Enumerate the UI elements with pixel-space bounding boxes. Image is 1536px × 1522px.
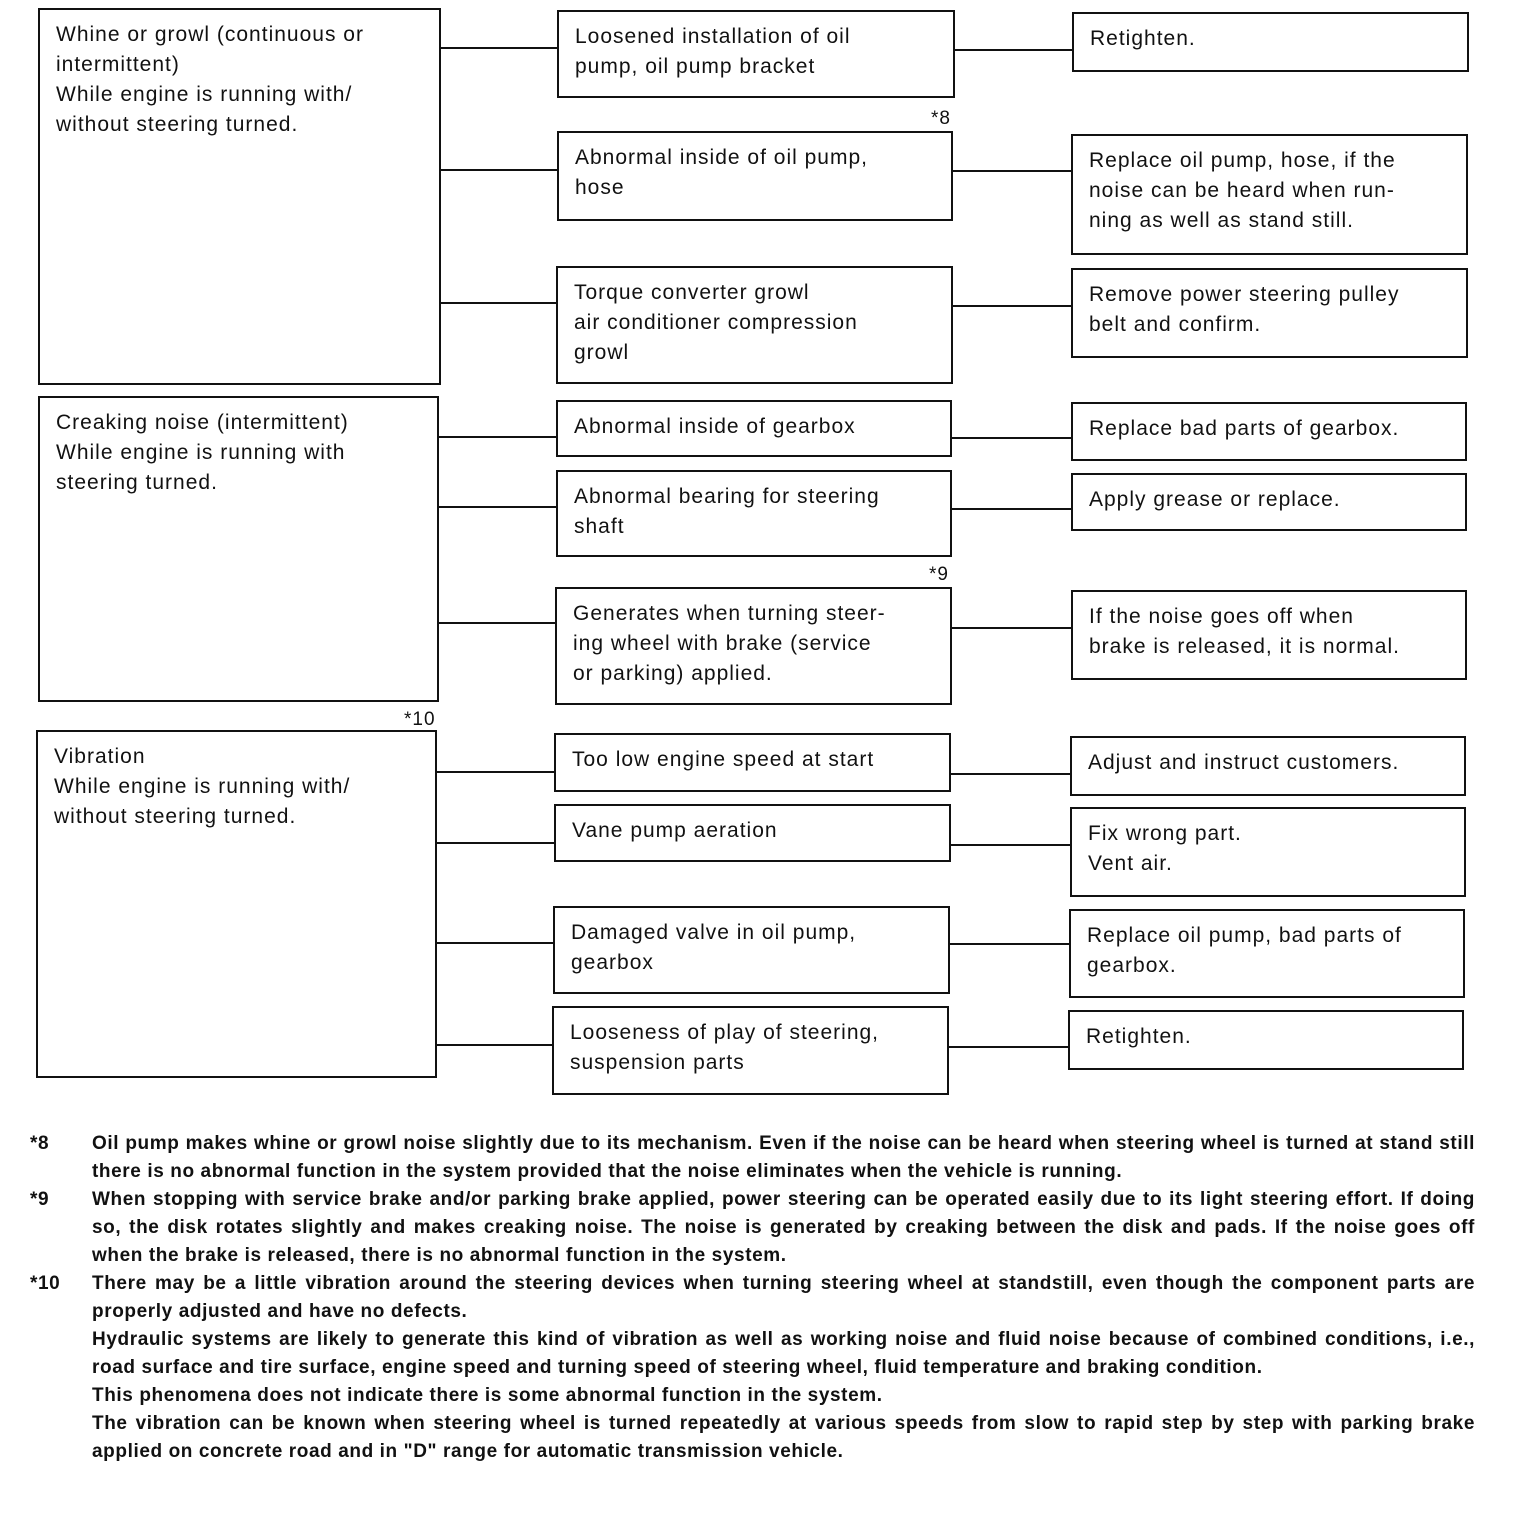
cause-text: Abnormal bearing for steering shaft [574, 485, 880, 538]
remedy-text: Remove power steering pulley belt and confirm. [1089, 283, 1400, 336]
remedy-text: Replace bad parts of gearbox. [1089, 417, 1400, 440]
footnotes [30, 1130, 1475, 1466]
connector-line [437, 942, 553, 944]
footnote-9 [30, 1186, 1475, 1270]
cause-text: Loosened installation of oil pump, oil pump bracket [575, 25, 851, 78]
cause-text: Torque converter growl air conditioner compression growl [574, 281, 858, 364]
footnote-mark: *8 [30, 1133, 50, 1154]
cause-box [557, 131, 953, 221]
connector-line [952, 627, 1071, 629]
footnote-paragraph: The vibration can be known when steering wheel is turned repeatedly at various speeds from slow to rapid step by step with parking brake applied on concrete road and in "D" range for automatic transmission vehicle. [92, 1413, 1475, 1462]
connector-line [951, 844, 1070, 846]
cause-box [552, 1006, 949, 1095]
remedy-box [1069, 909, 1465, 998]
footnote-mark: *10 [30, 1273, 61, 1294]
connector-line [437, 1044, 552, 1046]
remedy-box [1068, 1010, 1464, 1070]
remedy-text: If the noise goes off when brake is released, it is normal. [1089, 605, 1400, 658]
footnote-paragraph: There may be a little vibration around the steering devices when turning steering wheel at standstill, even though the component parts are properly adjusted and have no defects. [92, 1273, 1475, 1322]
symptom-text: Whine or growl (continuous or intermittent) While engine is running with/ without steering turned. [56, 23, 364, 136]
symptom-box-whine [38, 8, 441, 385]
remedy-box [1070, 736, 1466, 796]
connector-line [441, 169, 557, 171]
cause-box [556, 400, 952, 457]
cause-text: Abnormal inside of oil pump, hose [575, 146, 868, 199]
connector-line [953, 305, 1071, 307]
cause-box [554, 804, 951, 862]
remedy-text: Apply grease or replace. [1089, 488, 1341, 511]
symptom-text: Creaking noise (intermittent) While engine is running with steering turned. [56, 411, 349, 494]
remedy-text: Adjust and instruct customers. [1088, 751, 1400, 774]
cause-text: Abnormal inside of gearbox [574, 415, 856, 438]
connector-line [951, 773, 1070, 775]
footnote-marker-10: *10 [404, 709, 436, 730]
connector-line [953, 170, 1071, 172]
remedy-text: Fix wrong part. Vent air. [1088, 822, 1242, 875]
connector-line [437, 842, 554, 844]
remedy-box [1071, 402, 1467, 461]
connector-line [439, 622, 555, 624]
footnote-paragraph: Hydraulic systems are likely to generate this kind of vibration as well as working noise and fluid noise because of combined conditions, i.e., road surface and tire surface, engine speed and turning speed of steering wheel, fluid temperature and braking condition. [92, 1329, 1475, 1378]
cause-box [556, 470, 952, 557]
footnote-paragraph: When stopping with service brake and/or parking brake applied, power steering can be operated easily due to its light steering effort. If doing so, the disk rotates slightly and makes creaking noise. The noise is generated by creaking between the disk and pads. If the noise goes off when the brake is released, there is no abnormal function in the system. [92, 1189, 1475, 1266]
symptom-box-vibration [36, 730, 437, 1078]
remedy-box [1071, 590, 1467, 680]
remedy-box [1071, 268, 1468, 358]
connector-line [952, 437, 1071, 439]
cause-box [555, 587, 952, 705]
footnote-paragraph: Oil pump makes whine or growl noise slightly due to its mechanism. Even if the noise can be heard when steering wheel is turned at stand still there is no abnormal function in the system provided that the noise eliminates when the vehicle is running. [92, 1133, 1475, 1182]
connector-line [439, 436, 556, 438]
remedy-text: Retighten. [1086, 1025, 1192, 1048]
connector-line [441, 47, 557, 49]
connector-line [441, 302, 556, 304]
footnote-marker-8: *8 [931, 108, 951, 129]
cause-text: Damaged valve in oil pump, gearbox [571, 921, 857, 974]
cause-box [554, 733, 951, 792]
cause-box [557, 10, 955, 98]
footnote-8 [30, 1130, 1475, 1186]
footnote-marker-9: *9 [929, 564, 949, 585]
remedy-text: Replace oil pump, bad parts of gearbox. [1087, 924, 1402, 977]
remedy-box [1072, 12, 1469, 72]
connector-line [437, 771, 554, 773]
remedy-text: Retighten. [1090, 27, 1196, 50]
cause-text: Generates when turning steer- ing wheel with brake (service or parking) applied. [573, 602, 886, 685]
footnote-10 [30, 1270, 1475, 1466]
connector-line [955, 49, 1072, 51]
remedy-box [1071, 134, 1468, 255]
remedy-text: Replace oil pump, hose, if the noise can be heard when run- ning as well as stand still. [1089, 149, 1396, 232]
cause-text: Looseness of play of steering, suspension parts [570, 1021, 880, 1074]
connector-line [439, 506, 556, 508]
symptom-text: Vibration While engine is running with/ without steering turned. [54, 745, 351, 828]
symptom-box-creaking [38, 396, 439, 702]
cause-box [556, 266, 953, 384]
cause-text: Vane pump aeration [572, 819, 778, 842]
remedy-box [1070, 807, 1466, 897]
connector-line [950, 943, 1069, 945]
footnote-mark: *9 [30, 1189, 50, 1210]
footnote-paragraph: This phenomena does not indicate there is some abnormal function in the system. [92, 1385, 883, 1406]
connector-line [952, 508, 1071, 510]
cause-box [553, 906, 950, 994]
connector-line [949, 1046, 1068, 1048]
remedy-box [1071, 473, 1467, 531]
cause-text: Too low engine speed at start [572, 748, 875, 771]
